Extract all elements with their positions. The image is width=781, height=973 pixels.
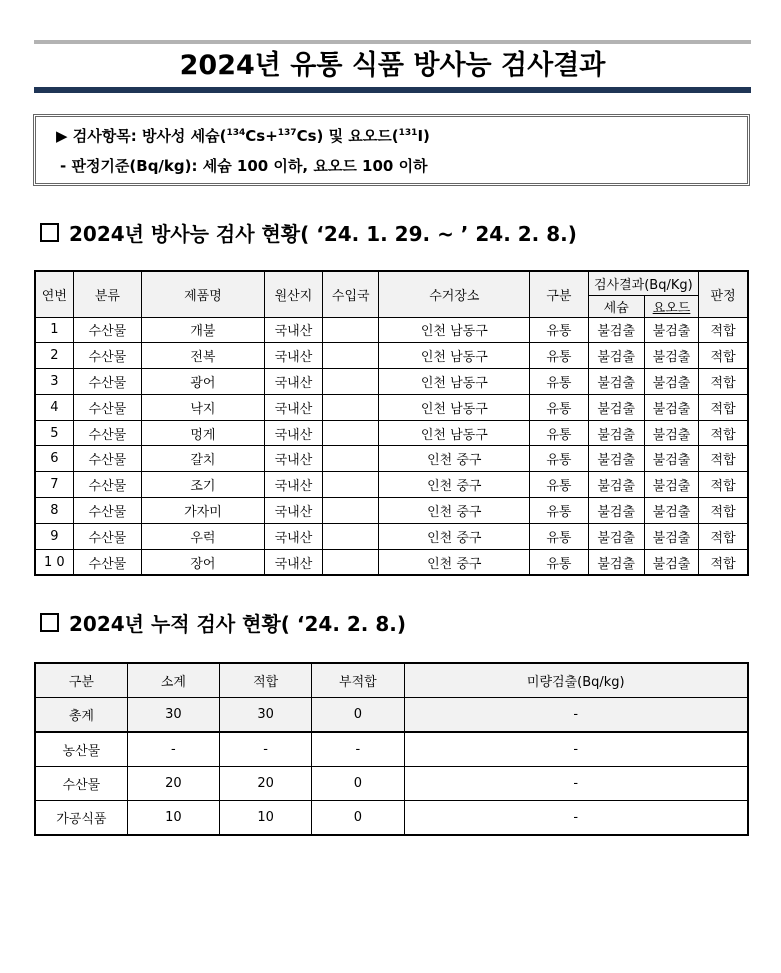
cell-origin: 국내산 [264,498,322,524]
cell-import-country [323,472,379,498]
cell-category: 수산물 [73,343,141,369]
cell-category: 수산물 [73,446,141,472]
cell-location: 인천 중구 [379,498,530,524]
header-origin: 원산지 [264,271,322,317]
table-row [35,549,748,575]
cell-iodine: 불검출 [644,498,698,524]
header-product: 제품명 [142,271,265,317]
checkbox-square-icon [40,613,59,632]
cell-category: 수산물 [73,369,141,395]
cs134-sup: 134 [226,128,246,138]
cell-type: 유통 [530,420,588,446]
table-row [35,317,748,343]
table-row [35,343,748,369]
cell-cesium: 불검출 [588,317,644,343]
cell-location: 인천 남동구 [379,317,530,343]
cell-subtotal: 20 [127,767,219,801]
checkbox-square-icon [40,223,59,242]
cell-cesium: 불검출 [588,523,644,549]
cell-subtotal: 30 [127,698,219,733]
cell-fail: - [312,732,404,767]
cell-iodine: 불검출 [644,446,698,472]
cell-origin: 국내산 [264,317,322,343]
cell-no: 6 [35,446,73,472]
header-location: 수거장소 [379,271,530,317]
cell-verdict: 적합 [699,317,748,343]
cell-origin: 국내산 [264,394,322,420]
header-trace: 미량검출(Bq/kg) [404,663,748,698]
cell-type: 유통 [530,394,588,420]
criteria-text: I) [417,127,430,145]
cell-type: 농산물 [35,732,127,767]
cell-product: 갈치 [142,446,265,472]
cell-pass: - [220,732,312,767]
cell-type: 총계 [35,698,127,733]
cell-product: 장어 [142,549,265,575]
cell-origin: 국내산 [264,549,322,575]
cell-origin: 국내산 [264,369,322,395]
cell-import-country [323,343,379,369]
cell-subtotal: 10 [127,801,219,836]
cell-location: 인천 남동구 [379,394,530,420]
cell-pass: 10 [220,801,312,836]
cell-product: 낙지 [142,394,265,420]
cell-trace: - [404,767,748,801]
table-row [35,446,748,472]
cell-type: 유통 [530,317,588,343]
header-type: 구분 [530,271,588,317]
cell-product: 광어 [142,369,265,395]
criteria-text: Cs) 및 요오드( [296,127,399,145]
header-type: 구분 [35,663,127,698]
cell-verdict: 적합 [699,420,748,446]
cell-type: 가공식품 [35,801,127,836]
cell-iodine: 불검출 [644,394,698,420]
cell-origin: 국내산 [264,523,322,549]
cell-location: 인천 남동구 [379,369,530,395]
header-import-country: 수입국 [323,271,379,317]
header-result: 검사결과(Bq/Kg) [588,271,699,295]
table-row [35,369,748,395]
cell-location: 인천 남동구 [379,420,530,446]
cell-no: 9 [35,523,73,549]
section1-heading [40,218,577,247]
cell-cesium: 불검출 [588,343,644,369]
cell-origin: 국내산 [264,446,322,472]
cell-type: 유통 [530,343,588,369]
header-subtotal: 소계 [127,663,219,698]
cell-cesium: 불검출 [588,446,644,472]
cell-verdict: 적합 [699,394,748,420]
cell-no: 1 [35,317,73,343]
cell-import-country [323,523,379,549]
cell-pass: 30 [220,698,312,733]
cell-category: 수산물 [73,498,141,524]
cell-no: 2 [35,343,73,369]
cell-import-country [323,549,379,575]
header-fail: 부적합 [312,663,404,698]
cell-cesium: 불검출 [588,394,644,420]
i131-sup: 131 [398,128,418,138]
cell-iodine: 불검출 [644,343,698,369]
cell-product: 가자미 [142,498,265,524]
header-cesium: 세슘 [588,295,644,317]
cell-cesium: 불검출 [588,369,644,395]
cell-type: 유통 [530,369,588,395]
criteria-box [33,114,750,186]
cumulative-table [34,662,749,836]
table-row [35,767,748,801]
criteria-standard: - 판정기준(Bq/kg): 세슘 100 이하, 요오드 100 이하 [60,157,428,175]
cell-location: 인천 중구 [379,523,530,549]
cell-product: 조기 [142,472,265,498]
cell-import-country [323,317,379,343]
cell-fail: 0 [312,767,404,801]
cell-pass: 20 [220,767,312,801]
cell-verdict: 적합 [699,498,748,524]
cell-import-country [323,446,379,472]
inspection-table [34,270,749,576]
cell-cesium: 불검출 [588,472,644,498]
criteria-text: Cs+ [245,127,278,145]
cell-product: 개불 [142,317,265,343]
cell-trace: - [404,698,748,733]
header-iodine: 요오드 [644,295,698,317]
cell-cesium: 불검출 [588,420,644,446]
cell-type: 수산물 [35,767,127,801]
cell-no: 3 [35,369,73,395]
cell-origin: 국내산 [264,472,322,498]
table-row [35,801,748,836]
header-pass: 적합 [220,663,312,698]
section1-title: 2024년 방사능 검사 현황( ‘24. 1. 29. ~ ’ 24. 2. 8.) [69,222,577,246]
section2-heading [40,608,406,637]
cell-location: 인천 중구 [379,472,530,498]
page-title: 2024년 유통 식품 방사능 검사결과 [179,50,606,81]
cell-import-country [323,420,379,446]
total-row [35,698,748,733]
cell-verdict: 적합 [699,523,748,549]
cell-no: 8 [35,498,73,524]
cell-iodine: 불검출 [644,472,698,498]
cell-product: 멍게 [142,420,265,446]
cell-product: 전복 [142,343,265,369]
cell-category: 수산물 [73,394,141,420]
cell-type: 유통 [530,498,588,524]
title-rule [34,87,751,93]
cell-fail: 0 [312,698,404,733]
cell-type: 유통 [530,472,588,498]
cell-iodine: 불검출 [644,420,698,446]
cell-no: 5 [35,420,73,446]
cell-type: 유통 [530,523,588,549]
cell-verdict: 적합 [699,472,748,498]
cell-product: 우럭 [142,523,265,549]
cell-cesium: 불검출 [588,549,644,575]
cell-no: 1 0 [35,549,73,575]
table-row [35,472,748,498]
cell-no: 4 [35,394,73,420]
criteria-text: ▶ 검사항목: 방사성 세슘( [56,127,227,145]
cell-location: 인천 중구 [379,446,530,472]
cell-category: 수산물 [73,549,141,575]
cell-fail: 0 [312,801,404,836]
cell-type: 유통 [530,549,588,575]
cell-import-country [323,394,379,420]
table-row [35,394,748,420]
header-verdict: 판정 [699,271,748,317]
cell-category: 수산물 [73,420,141,446]
cell-origin: 국내산 [264,420,322,446]
cell-cesium: 불검출 [588,498,644,524]
cell-origin: 국내산 [264,343,322,369]
cell-verdict: 적합 [699,369,748,395]
header-category: 분류 [73,271,141,317]
cell-category: 수산물 [73,472,141,498]
cs137-sup: 137 [277,128,297,138]
cell-category: 수산물 [73,317,141,343]
cell-location: 인천 중구 [379,549,530,575]
cell-subtotal: - [127,732,219,767]
cell-verdict: 적합 [699,343,748,369]
table-row [35,732,748,767]
top-rule [34,40,751,44]
cell-iodine: 불검출 [644,523,698,549]
cell-trace: - [404,732,748,767]
cell-type: 유통 [530,446,588,472]
cell-verdict: 적합 [699,446,748,472]
cell-import-country [323,369,379,395]
cell-verdict: 적합 [699,549,748,575]
cell-no: 7 [35,472,73,498]
cell-trace: - [404,801,748,836]
section2-title: 2024년 누적 검사 현황( ‘24. 2. 8.) [69,612,407,636]
cell-iodine: 불검출 [644,317,698,343]
criteria-items [56,125,430,146]
table-row [35,498,748,524]
cell-category: 수산물 [73,523,141,549]
table-row [35,523,748,549]
header-no: 연번 [35,271,73,317]
table-row [35,420,748,446]
cell-location: 인천 남동구 [379,343,530,369]
cell-iodine: 불검출 [644,549,698,575]
cell-import-country [323,498,379,524]
cell-iodine: 불검출 [644,369,698,395]
